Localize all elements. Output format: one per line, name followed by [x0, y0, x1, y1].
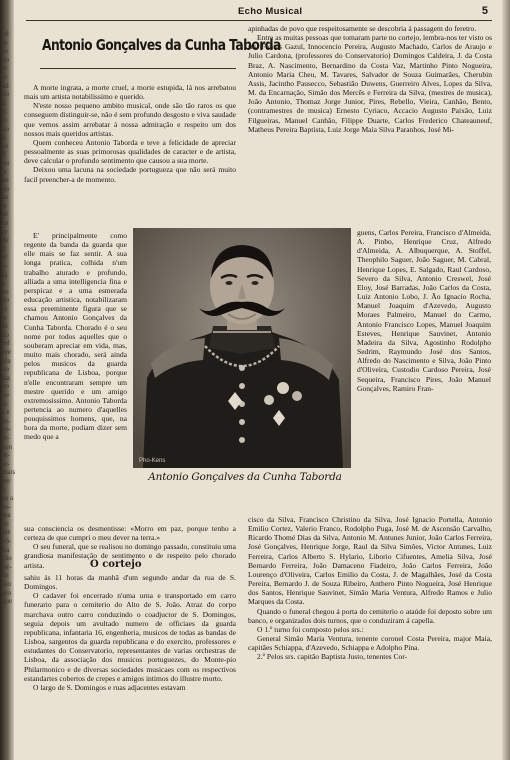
- margin-fragment: no: [2, 55, 9, 64]
- margin-fragment: is: [2, 167, 7, 176]
- article-title: Antonio Gonçalves da Cunha Taborda: [42, 36, 281, 54]
- left-narrow-column: [24, 231, 127, 523]
- margin-fragment: co-: [2, 425, 11, 434]
- margin-fragment: no: [2, 90, 9, 99]
- paragraph: 2.º Pelos srs. capitão Baptista Justo, tenentes Cor-: [257, 652, 408, 662]
- margin-fragment: ma: [2, 511, 11, 520]
- margin-fragment: so: [2, 141, 9, 150]
- paragraph: sua consciencia os desmentisse: «Morro em paz, porque tenho a certeza de que cumpri o meu dever na terra.»: [24, 524, 236, 543]
- margin-fragment: de: [2, 571, 9, 580]
- margin-fragment: ola: [2, 356, 11, 365]
- margin-fragment: le: [2, 64, 8, 73]
- margin-fragment: ur: [2, 210, 8, 219]
- margin-fragment: en: [2, 219, 9, 228]
- margin-fragment: sso: [2, 580, 11, 588]
- paragraph: guens, Carlos Pereira, Francisco d'Almeida, A. Pinho, Henrique Cruz, Alfredo d'Almeida, A. Albuquerque, A. Stoffel, Theophilo Saguer, João Saguer, M. Cabral, Henrique Lopes, E. Salgado, Raul Cardoso, Severo da Silva, Antonio Creswel, José Eloy, José Barradas, João Carlos da Costa, Luiz Antonio Lobo, J. Ão Ignacio Rocha, Manuel Joaquim d'Azevedo, Augusto Moraes Palmeiro, Manuel do Carmo, Antonio Francisco Lopes, Manuel Joaquim Esteves, Henrique Sauvinet, Antonio Madeira da Silva, Agostinho Rodolpho Sedrim, Raymundo José dos Santos, Alfredo do Nascimento e Silva, João Pinto d'Oliveira, Custodio Cardoso Pereira, José Sequeira, Francisco Pires, João Manuel Gonçalves, Ramiro Fran-: [357, 228, 491, 393]
- margin-fragment: ite: [2, 390, 9, 399]
- left-column-bottom: [24, 573, 236, 755]
- magazine-name: Echo Musical: [238, 6, 303, 17]
- margin-fragment: ue: [2, 176, 9, 185]
- margin-fragment: o-: [2, 262, 8, 271]
- margin-fragment: rol: [2, 339, 10, 348]
- paragraph: Quando o funeral chegou á porta do cemiterio o ataúde foi deposto sobre um banco, e organizados dois turnos, que o conduziram á capella.: [248, 606, 492, 625]
- margin-fragment: no: [2, 124, 9, 133]
- margin-fragment: a.: [2, 98, 7, 107]
- margin-fragment: ei: [2, 115, 8, 124]
- margin-fragment: te: [2, 201, 8, 210]
- margin-fragment: a.: [2, 133, 7, 142]
- margin-fragment: ore: [2, 347, 11, 356]
- portrait-caption: Antonio Gonçalves da Cunha Taborda: [148, 471, 342, 483]
- margin-fragment: oo: [2, 365, 9, 374]
- paragraph: apinhadas de povo que respeitosamente se descobria á passagem do feretro.: [248, 24, 477, 33]
- left-column-top: [24, 83, 236, 184]
- margin-fragment: de-: [2, 502, 11, 511]
- margin-fragment: er-: [2, 433, 10, 442]
- margin-fragment: p.: [2, 107, 8, 116]
- margin-fragment: fe: [2, 38, 8, 47]
- margin-fragment: de: [2, 236, 9, 245]
- margin-fragment: zer: [2, 476, 11, 485]
- paragraph: E' principalmente como regente da banda da guarda que elle mais se faz sentir. A sua longa pratica, colhida n'um trabalho aturado e profundo, alliada a uma intelligencia fina e perspicaz e a uma esmerada educação artistica, notabilizaram essa preeminente figura que se chamou Antonio Gonçalves da Cunha Taborda. Chorado é o seu nome por todos aquelles que o souberam apreciar em vida, mas, muito mais chorado, será ainda pelos musicos da guarda republicana de Lisboa, porque n'elle encontraram sempre um mestre querido e um amigo extremosissimo. Antonio Taborda pertencia ao numero d'aquelles pouquissimos homens, que, na hora da morte, podiam dizer sem medo que a: [24, 231, 127, 442]
- margin-fragment: do: [2, 296, 9, 305]
- margin-fragment: il: [2, 244, 6, 253]
- margin-fragment: ero: [2, 588, 11, 597]
- photo-credit: Pho-Kens: [139, 458, 166, 464]
- paragraph: O seu funeral, que se realisou no domingo passado, constituiu uma grandiosa manifestação de sentimento e de respeito pelo chorado artista.: [24, 542, 236, 570]
- margin-fragment: ou: [2, 158, 9, 167]
- margin-fragment: que: [2, 597, 13, 606]
- margin-fragment: con: [2, 442, 13, 451]
- margin-fragment: de: [2, 519, 9, 528]
- title-underline: [40, 68, 236, 69]
- margin-fragment: ei: [2, 305, 8, 313]
- section-heading-cortejo: O cortejo: [90, 559, 142, 570]
- right-column-top: [248, 24, 492, 229]
- paragraph: sahiu ás 11 horas da manhã d'um segundo andar da rua de S. Domingos.: [24, 573, 236, 592]
- paragraph: N'este nosso pequeno ambito musical, onde são tão raros os que conseguem distinguir-se, não é sem profundo desgosto e viva saudade que vemos assim arrebatar á nossa admiração e respeito um dos nossos mais queridos artistas.: [24, 101, 236, 138]
- margin-fragment: ed: [2, 30, 9, 38]
- margin-fragment: in-: [2, 451, 10, 460]
- margin-fragment: mais: [2, 468, 16, 477]
- margin-fragment: er: [2, 227, 8, 236]
- margin-fragment: ção: [2, 554, 12, 563]
- page-number: 5: [481, 5, 488, 17]
- margin-fragment: ri-: [2, 399, 9, 408]
- paragraph: O largo de S. Domingos e ruas adjacentes estavam: [33, 682, 186, 692]
- margin-fragment: ns: [2, 47, 9, 56]
- margin-fragment: in: [2, 322, 8, 331]
- paragraph: General Simão Maria Ventura, tenente coronel Costa Pereira, major Maia, capitães Schiappa, d'Azevedo, Schiappa e Adolpho Pina.: [248, 634, 492, 653]
- margin-fragment: ne: [2, 287, 9, 296]
- margin-fragment: sa: [2, 193, 8, 202]
- paragraph: A morte ingrata, a morte cruel, a morte estupida, lá nos arrebatou mais um artista notabilissimo e querido.: [24, 83, 236, 102]
- right-column-bottom: [248, 515, 492, 755]
- margin-fragment: no: [2, 382, 9, 391]
- margin-fragment: a: [2, 485, 6, 494]
- margin-fragment: sta: [2, 373, 10, 382]
- paragraph: O 1.º turno foi composto pelos srs.:: [257, 624, 364, 634]
- margin-fragment: lue: [2, 528, 11, 537]
- portrait-illustration: [133, 228, 351, 468]
- paragraph: O cadaver foi encerrado n'uma urna e transportado em carro funerario para o cemiterio do Alto de S. João. Atraz do corpo marchava outro carro conduzindo o coadjuctor de S. Domingos, seguia depois um avultado numero de officiaes da guarda republicana, infantaria 16, engenheria, musicos de todas as bandas de Lisboa, sargentos da guarda republicana e do exercito, professores e estudantes do Conservatorio, representantes de varias orchestras de Lisboa, da associação dos musicos portuguezes, do Monte-pio Philarmonico e de diversas sociedades musicaes com os respectivos estandartes cobertos de crepes e amigos intimos do illustre morto.: [24, 591, 236, 683]
- margin-fragment: os a: [2, 494, 14, 503]
- right-narrow-column: [357, 228, 491, 515]
- margin-fragment: s e: [2, 408, 10, 417]
- margin-fragment: ao.: [2, 416, 11, 425]
- margin-fragment: ad: [2, 81, 9, 90]
- margin-fragment: vó-: [2, 537, 12, 546]
- margin-fragment: el: [2, 253, 8, 262]
- margin-fragment: tra: [2, 545, 10, 554]
- right-page-edge: [502, 0, 510, 760]
- paragraph: Entre as muitas pessoas que tomaram parte no cortejo, lembra-nos ter visto os srs. Freitas Gazul, Innocencio Pereira, Augusto Machado, Carlos de Araujo e Julio Cardona, (professores do Conservatorio) Domingos Caldeira, J. da Costa Braz, A. Nascimento, Bernardino da Costa Vaz, Martinho Pinto Nogueira, Antonio Maria Cheu, M. Tavares, Salvador de Souza Guimarães, Cherubin Assis, Jacintho Pausecco, Sebastião Duwens, Guerreiro Alves, Lopes da Silva, M. da Encarnação, Simão dos Mercês e Ferreira da Silva, (mestres de musica), João Antonio, Thomaz Jorge Junior, Pires, Rebello, Vieira, Canhão, Bento, (contramestres de musica) Ernesto Cyriaco, Accacio Augusto Paixão, Luiz Filgueiras, Manuel Canhão, Filippe Duarte, Carlos Frederico Chateauneuf, Matheus Pereira Baptista, Luiz Jorge Maia Silva Paranhos, José Mi-: [248, 33, 492, 134]
- margin-fragment: do: [2, 330, 9, 339]
- margin-fragment: ter-: [2, 562, 12, 571]
- previous-page-margin-text: [2, 30, 18, 606]
- margin-fragment: gn: [2, 184, 9, 193]
- paragraph: Quem conheceu Antonio Taborda e teve a felicidade de apreciar pessoalmente as suas primorosas qualidades de caracter e de artista, deve calcular o profundo sentimento que causou a sua morte.: [24, 137, 236, 166]
- margin-fragment: er: [2, 72, 8, 81]
- margin-fragment: ia: [2, 270, 8, 279]
- paragraph: Deixou uma lacuna na sociedade portugueza que não será muito facil preencher-a de momento.: [24, 165, 236, 184]
- margin-fragment: te: [2, 313, 8, 322]
- running-header: [26, 6, 492, 21]
- margin-fragment: ll: [2, 150, 6, 159]
- portrait-photo: [133, 228, 351, 468]
- margin-fragment: e: [2, 279, 6, 288]
- paragraph: cisco da Silva, Francisco Christino da Silva, José Ignacio Portella, Antonio Emilio Cortez, Valerio Franco, Rodolpho Puga, José M. de Ascensão Carvalho, Ricardo Thomé Dias da Silva, Antonio M. Antunes Junior, João Carlos Ferreira, José Gonçalves, Henrique Jorge, Raul da Silva Simões, Victor Antunes, Luiz Ferreira, Carlos Alberto S. Hylario, Liborio Cifuentes, Amelia Silva, José Bernardo Ferreira, João Damaceno Fiadeiro, João Carlos Ferreira, João Lourenço d'Oliveira, Carlos Emilio da Costa, J. de Magalhães, José da Costa Pereira, Bernardo J. de Souza Ribeiro, Anthero Pinto Nogueira, José Henrique dos Santos, Henrique Sauvinet, Simão Maria Ventura, Alfredo Ramos e Julio Marques da Costa.: [248, 515, 492, 607]
- margin-fragment: ar-: [2, 459, 10, 468]
